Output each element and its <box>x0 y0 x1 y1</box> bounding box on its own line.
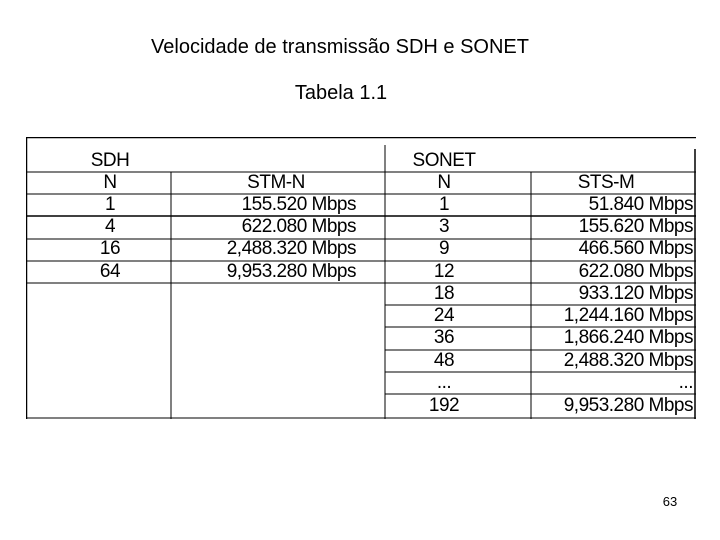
sonet-n-cell: 9 <box>438 238 450 259</box>
sonet-n-cell: 1 <box>438 194 450 215</box>
stm-rate-cell: 2,488.320 Mbps <box>226 238 356 259</box>
stm-rate-cell: 9,953.280 Mbps <box>226 261 356 282</box>
sts-rate-cell: 622.080 Mbps <box>578 261 693 282</box>
sonet-n-cell: ... <box>436 372 452 393</box>
sts-rate-cell: ... <box>678 372 693 393</box>
sonet-n-column-header: N <box>437 172 451 193</box>
page-number: 63 <box>662 494 678 509</box>
sonet-n-cell: 12 <box>433 261 455 282</box>
table-caption: Tabela 1.1 <box>294 82 388 104</box>
sdh-n-column-header: N <box>103 172 117 193</box>
sonet-n-cell: 18 <box>433 283 455 304</box>
sts-rate-cell: 9,953.280 Mbps <box>563 395 693 416</box>
sonet-n-cell: 48 <box>433 350 455 371</box>
sonet-group-header: SONET <box>412 150 476 171</box>
sonet-n-cell: 24 <box>433 305 455 326</box>
sts-rate-cell: 2,488.320 Mbps <box>563 350 693 371</box>
sonet-n-cell: 3 <box>438 216 450 237</box>
sdh-n-cell: 4 <box>104 216 116 237</box>
slide-title: Velocidade de transmissão SDH e SONET <box>151 36 529 58</box>
sdh-n-cell: 64 <box>99 261 121 282</box>
sonet-n-cell: 36 <box>433 327 455 348</box>
sts-m-column-header: STS-M <box>577 172 635 193</box>
sdh-group-header: SDH <box>90 150 130 171</box>
sts-rate-cell: 1,244.160 Mbps <box>563 305 693 326</box>
sts-rate-cell: 466.560 Mbps <box>578 238 693 259</box>
sts-rate-cell: 51.840 Mbps <box>588 194 693 215</box>
stm-rate-cell: 155.520 Mbps <box>241 194 356 215</box>
sonet-n-cell: 192 <box>428 395 460 416</box>
transmission-rate-table <box>26 137 696 419</box>
sts-rate-cell: 155.620 Mbps <box>578 216 693 237</box>
stm-rate-cell: 622.080 Mbps <box>241 216 356 237</box>
sts-rate-cell: 933.120 Mbps <box>578 283 693 304</box>
sdh-n-cell: 16 <box>99 238 121 259</box>
sts-rate-cell: 1,866.240 Mbps <box>563 327 693 348</box>
stm-n-column-header: STM-N <box>247 172 305 193</box>
sdh-n-cell: 1 <box>104 194 116 215</box>
